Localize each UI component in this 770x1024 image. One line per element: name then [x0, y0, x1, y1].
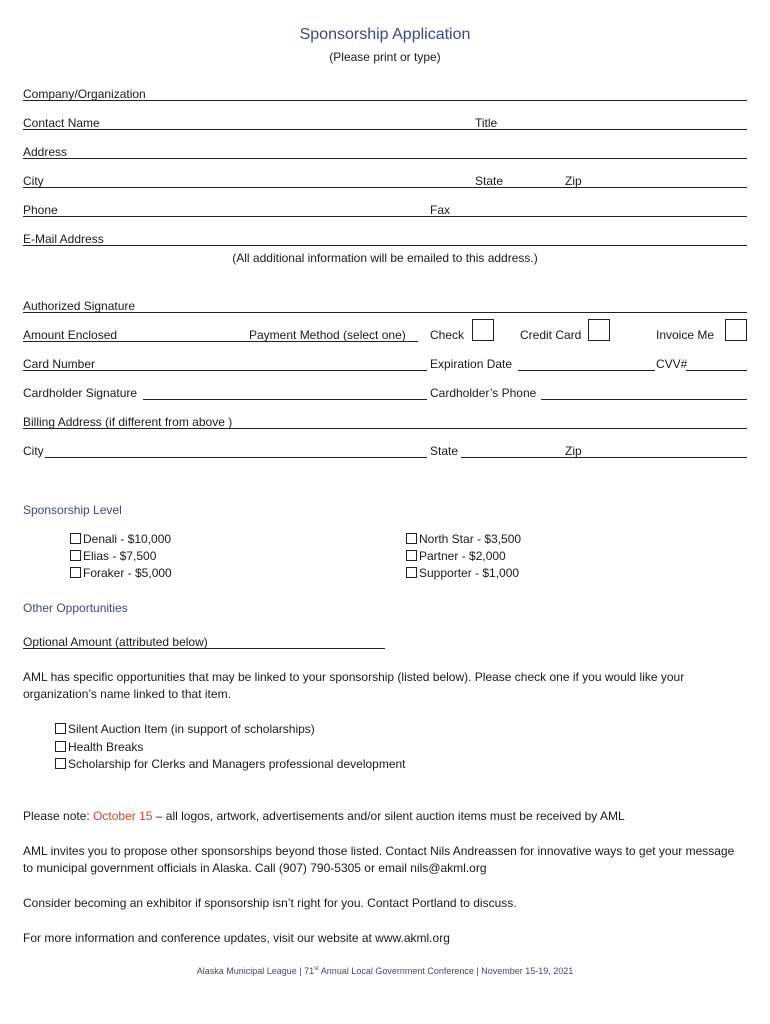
state-label: State — [475, 174, 504, 188]
sponsor-option-elias[interactable]: Elias - $7,500 — [70, 549, 156, 563]
checkbox-icon[interactable] — [406, 550, 417, 561]
page-footer: Alaska Municipal League | 71st Annual Local Government Conference | November 15-19, 2021 — [196, 966, 574, 976]
checkbox-icon[interactable] — [70, 533, 81, 544]
card-number-label: Card Number — [23, 357, 96, 371]
opportunity-health-breaks[interactable]: Health Breaks — [55, 740, 143, 754]
invoice-me-checkbox[interactable] — [725, 319, 747, 341]
opportunities-intro: AML has specific opportunities that may be linked to your sponsorship (listed below). Please check one if you would like your organization’s name linked to that item. — [23, 670, 685, 701]
expiration-date-label: Expiration Date — [430, 357, 513, 371]
opportunity-scholarship[interactable]: Scholarship for Clerks and Managers professional development — [55, 757, 406, 771]
opportunity-silent-auction[interactable]: Silent Auction Item (in support of scholarships) — [55, 722, 315, 736]
phone-fax-field[interactable] — [23, 216, 747, 217]
sponsor-option-supporter[interactable]: Supporter - $1,000 — [406, 566, 519, 580]
address-label: Address — [23, 145, 68, 159]
sponsorship-heading: Sponsorship Level — [23, 503, 122, 517]
sponsor-option-partner[interactable]: Partner - $2,000 — [406, 549, 506, 563]
website-paragraph: For more information and conference updates, visit our website at www.akml.org — [23, 931, 450, 945]
city-label: City — [23, 174, 44, 188]
cvv-label: CVV# — [656, 357, 688, 371]
cardholder-signature-label: Cardholder Signature — [23, 386, 138, 400]
amount-enclosed-label: Amount Enclosed — [23, 328, 118, 342]
exhibitor-paragraph: Consider becoming an exhibitor if sponsorship isn’t right for you. Contact Portland to discuss. — [23, 896, 517, 910]
other-opportunities-heading: Other Opportunities — [23, 601, 128, 615]
invoice-me-label: Invoice Me — [656, 328, 715, 342]
billing-state-label: State — [430, 444, 459, 458]
credit-card-checkbox[interactable] — [588, 319, 610, 341]
sponsor-option-denali[interactable]: Denali - $10,000 — [70, 532, 171, 546]
authorized-signature-label: Authorized Signature — [23, 299, 136, 313]
checkbox-icon[interactable] — [55, 723, 66, 734]
billing-address-label: Billing Address (if different from above ) — [23, 415, 233, 429]
checkbox-icon[interactable] — [70, 550, 81, 561]
contact-name-label: Contact Name — [23, 116, 100, 130]
fax-label: Fax — [430, 203, 451, 217]
card-number-field[interactable] — [23, 370, 427, 371]
check-checkbox[interactable] — [472, 319, 494, 341]
checkbox-icon[interactable] — [55, 741, 66, 752]
page-title: Sponsorship Application — [299, 26, 471, 43]
company-field[interactable] — [23, 100, 747, 101]
authorized-signature-field[interactable] — [23, 312, 747, 313]
billing-city-field[interactable] — [45, 457, 427, 458]
phone-label: Phone — [23, 203, 58, 217]
company-label: Company/Organization — [23, 87, 146, 101]
address-field[interactable] — [23, 158, 747, 159]
city-state-zip-field[interactable] — [23, 187, 747, 188]
page-subtitle: (Please print or type) — [329, 50, 441, 64]
checkbox-icon[interactable] — [406, 567, 417, 578]
billing-address-field[interactable] — [23, 428, 747, 429]
checkbox-icon[interactable] — [70, 567, 81, 578]
invite-paragraph: AML invites you to propose other sponsorships beyond those listed. Contact Nils Andreassen for innovative ways to get your message to municipal government officials in Alaska. Call (907) 790-5305 or email nils@akml.org — [23, 844, 735, 875]
sponsor-option-north-star[interactable]: North Star - $3,500 — [406, 532, 521, 546]
cardholder-phone-field[interactable] — [541, 399, 747, 400]
credit-card-label: Credit Card — [520, 328, 582, 342]
billing-state-zip-field[interactable] — [461, 457, 747, 458]
deadline-date: October 15 — [93, 809, 153, 823]
zip-label: Zip — [565, 174, 582, 188]
billing-zip-label: Zip — [565, 444, 582, 458]
checkbox-icon[interactable] — [55, 758, 66, 769]
checkbox-icon[interactable] — [406, 533, 417, 544]
email-field[interactable] — [23, 245, 747, 246]
contact-name-field[interactable] — [23, 129, 747, 130]
sponsor-option-foraker[interactable]: Foraker - $5,000 — [70, 566, 172, 580]
billing-city-label: City — [23, 444, 44, 458]
expiration-date-field[interactable] — [518, 370, 655, 371]
cardholder-signature-field[interactable] — [143, 399, 427, 400]
please-note: Please note: October 15 – all logos, artwork, advertisements and/or silent auction items must be received by AML — [23, 809, 625, 823]
email-note: (All additional information will be emailed to this address.) — [232, 251, 538, 265]
optional-amount-label: Optional Amount (attributed below) — [23, 635, 208, 649]
check-label: Check — [430, 328, 465, 342]
cardholder-phone-label: Cardholder’s Phone — [430, 386, 537, 400]
email-label: E-Mail Address — [23, 232, 104, 246]
cvv-field[interactable] — [686, 370, 747, 371]
amount-payment-line[interactable] — [23, 341, 418, 342]
payment-method-label: Payment Method (select one) — [249, 328, 406, 342]
title-label: Title — [475, 116, 498, 130]
optional-amount-field[interactable] — [23, 648, 385, 649]
